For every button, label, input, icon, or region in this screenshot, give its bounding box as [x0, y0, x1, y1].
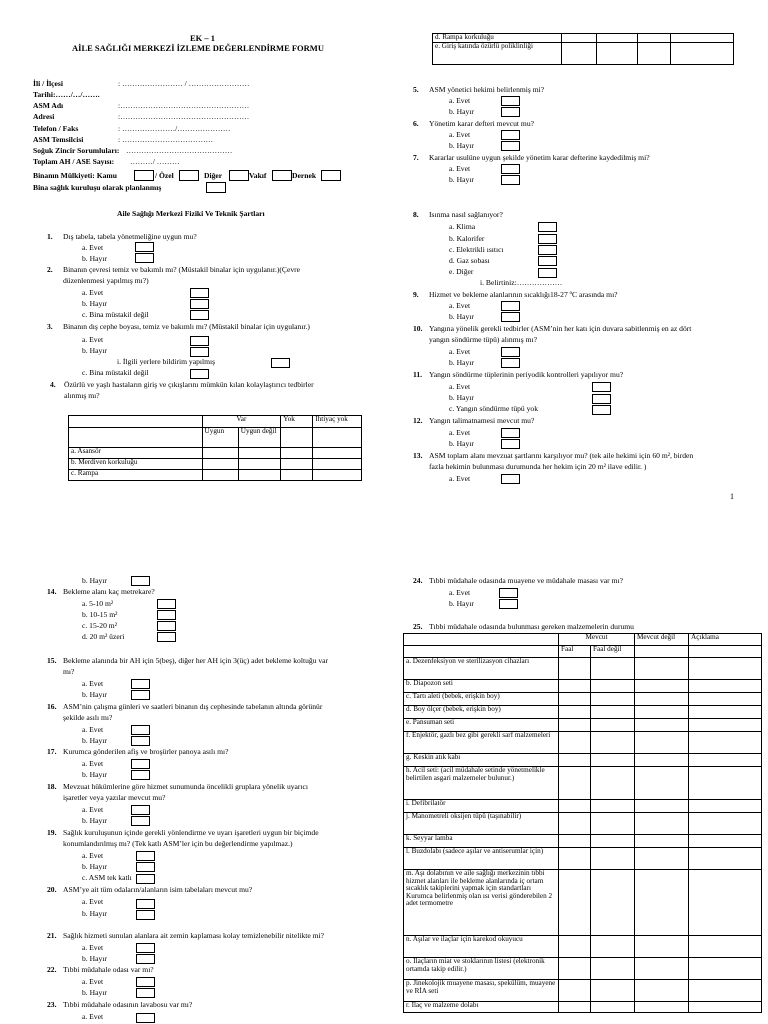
equipment-cell[interactable]	[689, 767, 762, 800]
q21-option-a: a. Evet	[82, 943, 104, 952]
q8-option-e-i[interactable]: i. Belirtiniz:………………	[480, 278, 563, 287]
q14-checkbox-a[interactable]	[157, 599, 176, 609]
question-20: 20. ASM’ye ait tüm odaların/alanların isim tabelaları mevcut mu?	[47, 885, 253, 894]
q1-option-a: a. Evet	[82, 243, 104, 252]
q10-checkbox-a[interactable]	[501, 347, 520, 357]
section-title: Aile Sağlığı Merkezi Fiziki Ve Teknik Şartları	[117, 209, 265, 218]
q2-checkbox-c[interactable]	[190, 310, 209, 320]
q7-checkbox-b[interactable]	[501, 175, 520, 185]
equipment-cell[interactable]	[635, 980, 689, 1002]
ownership-vakif-label: Vakıf	[249, 171, 267, 180]
equipment-cell[interactable]	[591, 958, 635, 980]
equipment-cell[interactable]	[689, 680, 762, 693]
table-row	[404, 848, 762, 870]
question-13-cont: fazla hekimin bulunması durumunda her hekim için 20 m² ilave edilir. )	[429, 462, 647, 471]
q3-checkbox-c[interactable]	[190, 369, 209, 379]
q20-option-b: b. Hayır	[82, 909, 107, 918]
col-mevcut: Mevcut	[559, 634, 635, 646]
table-row	[404, 800, 762, 813]
equipment-cell[interactable]	[689, 1002, 762, 1013]
field-label-asm-adi: ASM Adı	[33, 101, 64, 110]
equipment-cell[interactable]	[635, 693, 689, 706]
q20-checkbox-b[interactable]	[136, 910, 155, 920]
equipment-cell[interactable]	[591, 980, 635, 1002]
equipment-cell[interactable]	[559, 767, 591, 800]
equipment-cell[interactable]	[559, 800, 591, 813]
q2-option-c: c. Bina müstakil değil	[82, 310, 149, 319]
field-value-il[interactable]: : …………………… / ……………………	[118, 79, 250, 88]
q23-checkbox-a[interactable]	[136, 1013, 155, 1023]
field-value-telefon[interactable]: : …………………/…………………	[118, 124, 231, 133]
q5-option-b: b. Hayır	[449, 107, 474, 116]
q12-option-b: b. Hayır	[449, 439, 474, 448]
table-row	[404, 870, 762, 936]
question-16-cont: şekilde asılı mı?	[63, 713, 113, 722]
q9-option-a: a. Evet	[449, 301, 471, 310]
equipment-cell[interactable]	[591, 848, 635, 870]
question-22: 22. Tıbbi müdahale odası var mı?	[47, 965, 154, 974]
equipment-cell[interactable]	[559, 835, 591, 848]
field-value-asm-adi[interactable]: :……………………………………………	[118, 101, 250, 110]
q8-option-c: c. Elektrikli ısıtıcı	[449, 245, 504, 254]
table-row: e. Giriş katında özürlü poliklinliği	[433, 43, 734, 65]
equipment-cell[interactable]	[635, 680, 689, 693]
equipment-cell[interactable]	[559, 732, 591, 754]
equipment-cell[interactable]	[591, 754, 635, 767]
equipment-table-body	[403, 657, 762, 1013]
q6-checkbox-a[interactable]	[501, 130, 520, 140]
q1-option-b: b. Hayır	[82, 254, 107, 263]
q9-option-b: b. Hayır	[449, 312, 474, 321]
question-3: 3. Binanın dış cephe boyası, temiz ve bakımlı mı? (Müstakil binalar için uygulanır.)	[47, 322, 310, 331]
access-table	[68, 415, 362, 481]
q6-checkbox-b[interactable]	[501, 141, 520, 151]
q8-checkbox-e[interactable]	[538, 268, 557, 278]
equipment-cell[interactable]	[689, 719, 762, 732]
question-24: 24. Tıbbi müdahale odasında muayene ve müdahale masası var mı?	[413, 576, 623, 585]
equipment-label: f. Enjektör, gazlı bez gibi gerekli sarf malzemeleri	[404, 732, 559, 754]
q20-checkbox-a[interactable]	[136, 899, 155, 909]
q17-option-a: a. Evet	[82, 759, 104, 768]
equipment-label: n. Aşılar ve ilaçlar için karekod okuyucu	[404, 936, 559, 958]
table-row	[404, 835, 762, 848]
annex-label: EK – 1	[190, 33, 216, 43]
question-21: 21. Sağlık hizmeti sunulan alanlara ait zemin kaplaması kolay temizlenebilir nitelikte mi?	[47, 931, 325, 940]
equipment-cell[interactable]	[591, 719, 635, 732]
equipment-label: k. Seyyar lamba	[404, 835, 559, 848]
equipment-cell[interactable]	[635, 732, 689, 754]
col-faal: Faal	[559, 646, 591, 658]
question-10-cont: yangın söndürme tüpü) alınmış mı?	[429, 335, 537, 344]
equipment-table	[403, 633, 762, 658]
q19-option-b: b. Hayır	[82, 862, 107, 871]
q16-checkbox-b[interactable]	[131, 736, 150, 746]
ownership-vakif-checkbox[interactable]	[272, 170, 292, 181]
equipment-label: r. İlaç ve malzeme dolabı	[404, 1002, 559, 1013]
q16-checkbox-a[interactable]	[131, 725, 150, 735]
q12-option-a: a. Evet	[449, 428, 471, 437]
field-value-temsilci[interactable]: : ………………………………	[118, 135, 214, 144]
field-value-soguk-zincir[interactable]: ……………………………………	[126, 146, 233, 155]
q18-checkbox-b[interactable]	[131, 816, 150, 826]
equipment-label: i. Defibrilatör	[404, 800, 559, 813]
field-label-soguk-zincir: Soğuk Zincir Sorumluları:	[33, 146, 120, 155]
table-row	[404, 754, 762, 767]
equipment-cell[interactable]	[635, 813, 689, 835]
q16-option-a: a. Evet	[82, 725, 104, 734]
question-17: 17. Kurumca gönderilen afiş ve broşürler panoya asılı mı?	[47, 747, 229, 756]
equipment-cell[interactable]	[689, 754, 762, 767]
q19-checkbox-b[interactable]	[136, 862, 155, 872]
q22-checkbox-a[interactable]	[136, 977, 155, 987]
q19-option-a: a. Evet	[82, 851, 104, 860]
equipment-cell[interactable]	[689, 658, 762, 680]
table-row	[404, 936, 762, 958]
q8-checkbox-a[interactable]	[538, 222, 557, 232]
question-8: 8. Isınma nasıl sağlanıyor?	[413, 210, 503, 219]
table-row	[404, 767, 762, 800]
field-value-toplam-ah[interactable]: ………/ ………	[130, 157, 180, 166]
equipment-cell[interactable]	[591, 680, 635, 693]
q13-checkbox-b[interactable]	[131, 576, 150, 586]
q11-option-a: a. Evet	[449, 382, 471, 391]
question-7: 7. Kararlar usulüne uygun şekilde yönetim karar defterine kaydedilmiş mi?	[413, 153, 650, 162]
question-19: 19. Sağlık kuruluşunun içinde gerekli yönlendirme ve uyarı işaretleri uygun bir biçimde	[47, 828, 319, 837]
page-number: 1	[730, 492, 734, 501]
col-aciklama: Açıklama	[689, 634, 762, 646]
equipment-cell[interactable]	[559, 958, 591, 980]
q13-option-a: a. Evet	[449, 474, 471, 483]
q21-option-b: b. Hayır	[82, 954, 107, 963]
question-18-cont: işaretler veya yazılar mevcut mu?	[63, 793, 166, 802]
table-row: c. Rampa	[69, 470, 362, 481]
question-13: 13. ASM toplam alanı mevzuat şartlarını karşılıyor mu? (tek aile hekimi için 60 m², birden	[413, 451, 694, 460]
col-faal-degil: Faal değil	[591, 646, 635, 658]
equipment-cell[interactable]	[635, 706, 689, 719]
equipment-cell[interactable]	[689, 800, 762, 813]
q15-checkbox-a[interactable]	[131, 679, 150, 689]
q12-checkbox-a[interactable]	[501, 428, 520, 438]
question-12: 12. Yangın talimatnamesi mevcut mu?	[413, 416, 535, 425]
q14-checkbox-d[interactable]	[157, 632, 176, 642]
equipment-cell[interactable]	[635, 800, 689, 813]
question-15-cont: mı?	[63, 667, 75, 676]
equipment-label: m. Aşı dolabının ve aile sağlığı merkezinin tıbbi hizmet alanları ile bekleme alanlarında iç ortam sıcaklık takiplerini yapmak için standartları Kurumca belirlenmiş olan ısı verisi gönderebilen 2 adet termometre	[404, 870, 559, 936]
table-row	[404, 680, 762, 693]
equipment-cell[interactable]	[559, 658, 591, 680]
q19-checkbox-a[interactable]	[136, 851, 155, 861]
q11-checkbox-a[interactable]	[592, 382, 611, 392]
q15-option-a: a. Evet	[82, 679, 104, 688]
field-label-il: İli / İlçesi	[33, 79, 63, 88]
ownership-ozel-label: / Özel	[155, 171, 174, 180]
equipment-label: o. İlaçların miat ve stoklarının listesi (elektronik ortamda takip edilir.)	[404, 958, 559, 980]
q6-option-a: a. Evet	[449, 130, 471, 139]
equipment-cell[interactable]	[559, 706, 591, 719]
q24-checkbox-a[interactable]	[499, 588, 518, 598]
q2-option-a: a. Evet	[82, 288, 104, 297]
q17-checkbox-b[interactable]	[131, 770, 150, 780]
equipment-cell[interactable]	[689, 813, 762, 835]
col-yok: Yok	[281, 416, 313, 428]
q3-checkbox-b[interactable]	[190, 347, 209, 357]
question-4-cont: alınmış mı?	[64, 391, 100, 400]
q15-checkbox-b[interactable]	[131, 690, 150, 700]
q19-option-c: c. ASM tek katlı	[82, 873, 132, 882]
ownership-diger-checkbox[interactable]	[229, 170, 249, 181]
q11-checkbox-c[interactable]	[592, 405, 611, 415]
q16-option-b: b. Hayır	[82, 736, 107, 745]
q24-checkbox-b[interactable]	[499, 599, 518, 609]
question-5: 5. ASM yönetici hekimi belirlenmiş mi?	[413, 85, 545, 94]
ownership-ozel-checkbox[interactable]	[179, 170, 199, 181]
q11-checkbox-b[interactable]	[592, 394, 611, 404]
q5-checkbox-b[interactable]	[501, 107, 520, 117]
table-row	[404, 693, 762, 706]
equipment-cell[interactable]	[591, 800, 635, 813]
equipment-cell[interactable]	[635, 936, 689, 958]
equipment-cell[interactable]	[559, 680, 591, 693]
equipment-cell[interactable]	[689, 980, 762, 1002]
planned-label: Bina sağlık kuruluşu olarak planlanmış	[33, 183, 162, 192]
question-2-cont: düzenlenmesi yapılmış mı?)	[63, 276, 149, 285]
equipment-cell[interactable]	[591, 813, 635, 835]
q8-option-d: d. Gaz sobası	[449, 256, 490, 265]
equipment-cell[interactable]	[591, 732, 635, 754]
q21-checkbox-a[interactable]	[136, 943, 155, 953]
equipment-cell[interactable]	[689, 936, 762, 958]
q24-option-b: b. Hayır	[449, 599, 474, 608]
q13-checkbox-a[interactable]	[501, 474, 520, 484]
field-label-toplam-ah: Toplam AH / ASE Sayısı:	[33, 157, 115, 166]
q3-option-a: a. Evet	[82, 335, 104, 344]
q17-option-b: b. Hayır	[82, 770, 107, 779]
q8-option-e: e. Diğer	[449, 267, 474, 276]
equipment-cell[interactable]	[591, 936, 635, 958]
q8-checkbox-c[interactable]	[538, 245, 557, 255]
equipment-cell[interactable]	[635, 1002, 689, 1013]
equipment-label: b. Diapozon seti	[404, 680, 559, 693]
question-18: 18. Mevzuat hükümlerine göre hizmet sunumunda öncelikli gruplara yönelik uyarıcı	[47, 782, 309, 791]
q18-checkbox-a[interactable]	[131, 805, 150, 815]
equipment-cell[interactable]	[559, 936, 591, 958]
table-row	[404, 658, 762, 680]
equipment-cell[interactable]	[591, 658, 635, 680]
table-row: b. Merdiven korkuluğu	[69, 459, 362, 470]
equipment-cell[interactable]	[635, 658, 689, 680]
equipment-cell[interactable]	[559, 813, 591, 835]
q14-option-a: a. 5-10 m²	[82, 599, 114, 608]
q18-option-a: a. Evet	[82, 805, 104, 814]
col-uygun: Uygun	[202, 428, 238, 448]
q10-option-b: b. Hayır	[449, 358, 474, 367]
field-label-tarih[interactable]: Tarihi:……/…/…….	[33, 90, 100, 99]
q10-checkbox-b[interactable]	[501, 358, 520, 368]
q22-option-a: a. Evet	[82, 977, 104, 986]
field-label-adres: Adresi	[33, 112, 55, 121]
q8-checkbox-d[interactable]	[538, 256, 557, 266]
equipment-cell[interactable]	[591, 870, 635, 936]
q17-checkbox-a[interactable]	[131, 759, 150, 769]
q3-option-c: c. Bina müstakil değil	[82, 368, 149, 377]
ownership-diger-label: Diğer	[204, 171, 223, 180]
equipment-label: d. Boy ölçer (bebek, erişkin boy)	[404, 706, 559, 719]
equipment-cell[interactable]	[689, 693, 762, 706]
q11-option-c: c. Yangın söndürme tüpü yok	[449, 404, 539, 413]
access-table-continued	[432, 33, 734, 65]
equipment-cell[interactable]	[635, 767, 689, 800]
table-row	[404, 732, 762, 754]
col-mevcut-degil: Mevcut değil	[635, 634, 689, 646]
q8-option-a: a. Klima	[449, 222, 476, 231]
q21-checkbox-b[interactable]	[136, 954, 155, 964]
field-value-adres[interactable]: :……………………………………………	[118, 112, 250, 121]
question-16: 16. ASM’nin çalışma günleri ve saatleri binanın dış cephesinde tabelanın altında görünür	[47, 702, 323, 711]
q15-option-b: b. Hayır	[82, 690, 107, 699]
q5-option-a: a. Evet	[449, 96, 471, 105]
equipment-cell[interactable]	[689, 732, 762, 754]
q20-option-a: a. Evet	[82, 897, 104, 906]
q22-checkbox-b[interactable]	[136, 988, 155, 998]
equipment-cell[interactable]	[635, 870, 689, 936]
q9-checkbox-a[interactable]	[501, 301, 520, 311]
equipment-cell[interactable]	[591, 1002, 635, 1013]
equipment-cell[interactable]	[635, 848, 689, 870]
equipment-cell[interactable]	[635, 719, 689, 732]
question-6: 6. Yönetim karar defteri mevcut mu?	[413, 119, 535, 128]
form-title: AİLE SAĞLIĞI MERKEZİ İZLEME DEĞERLENDİRME FORMU	[72, 43, 324, 53]
field-label-temsilci: ASM Temsilcisi	[33, 135, 84, 144]
q23-option-a: a. Evet	[82, 1012, 104, 1021]
q2-option-b: b. Hayır	[82, 299, 107, 308]
q3-option-b: b. Hayır	[82, 346, 107, 355]
equipment-cell[interactable]	[635, 835, 689, 848]
equipment-cell[interactable]	[635, 958, 689, 980]
ownership-kamu-checkbox[interactable]	[134, 170, 154, 181]
q2-checkbox-a[interactable]	[190, 288, 209, 298]
question-2: 2. Binanın çevresi temiz ve bakımlı mı? (Müstakil binalar için uygulanır.)(Çevre	[47, 265, 301, 274]
q5-checkbox-a[interactable]	[501, 96, 520, 106]
q3-checkbox-b-i[interactable]	[271, 358, 290, 368]
equipment-cell[interactable]	[559, 848, 591, 870]
equipment-cell[interactable]	[559, 870, 591, 936]
equipment-label: g. Keskin atık kabı	[404, 754, 559, 767]
equipment-cell[interactable]	[689, 870, 762, 936]
table-row: a. Asansör	[69, 448, 362, 459]
question-25: 25. Tıbbi müdahale odasında bulunması gereken malzemelerin durumu	[413, 622, 634, 631]
equipment-cell[interactable]	[559, 1002, 591, 1013]
ownership-dernek-label: Dernek	[292, 171, 317, 180]
equipment-label: l. Buzdolabı (sadece aşılar ve antiserumlar için)	[404, 848, 559, 870]
q14-option-c: c. 15-20 m²	[82, 621, 117, 630]
question-11: 11. Yangın söndürme tüplerinin periyodik kontrolleri yapılıyor mu?	[413, 370, 624, 379]
q10-option-a: a. Evet	[449, 347, 471, 356]
q1-checkbox-b[interactable]	[135, 253, 154, 263]
col-uygun-degil: Uygun değil	[238, 428, 280, 448]
question-1: 1. Dış tabela, tabela yönetmeliğine uygun mu?	[47, 232, 197, 241]
q14-checkbox-b[interactable]	[157, 610, 176, 620]
ownership-label: Binanın Mülkiyeti: Kamu	[33, 171, 117, 180]
table-row	[404, 706, 762, 719]
question-9: 9. Hizmet ve bekleme alanlarının sıcaklığı18-27 ºC arasında mı?	[413, 290, 618, 299]
equipment-cell[interactable]	[591, 835, 635, 848]
question-15: 15. Bekleme alanında bir AH için 5(beş), diğer her AH için 3(üç) adet bekleme koltuğu var	[47, 656, 329, 665]
q24-option-a: a. Evet	[449, 588, 471, 597]
table-row	[404, 980, 762, 1002]
q3-checkbox-a[interactable]	[190, 336, 209, 346]
equipment-cell[interactable]	[591, 693, 635, 706]
equipment-label: a. Dezenfeksiyon ve sterilizasyon cihazları	[404, 658, 559, 680]
planned-checkbox[interactable]	[206, 182, 226, 193]
equipment-cell[interactable]	[689, 835, 762, 848]
question-23: 23. Tıbbi müdahale odasının lavabosu var mı?	[47, 1000, 193, 1009]
equipment-label: p. Jinekolojik muayene masası, spekülüm, muayene ve RİA seti	[404, 980, 559, 1002]
equipment-cell[interactable]	[559, 980, 591, 1002]
q7-option-b: b. Hayır	[449, 175, 474, 184]
equipment-cell[interactable]	[689, 706, 762, 719]
table-row	[404, 958, 762, 980]
equipment-cell[interactable]	[559, 693, 591, 706]
q8-checkbox-b[interactable]	[538, 234, 557, 244]
table-row: d. Rampa korkuluğu	[433, 34, 734, 43]
q3-option-b-i: i. İlgili yerlere bildirim yapılmış	[117, 357, 216, 366]
col-ihtiyac-yok: İhtiyaç yok	[313, 416, 362, 428]
table-row	[404, 719, 762, 732]
col-var: Var	[202, 416, 281, 428]
question-10: 10. Yangına yönelik gerekli tedbirler (ASM’nin her katı için duvara sabitlenmiş en az dört	[413, 324, 692, 333]
equipment-label: h. Acil seti: (acil müdahale setinde yönetmelikle belirtilen asgari malzemeler bulunur.)	[404, 767, 559, 800]
field-label-telefon: Telefon / Faks	[33, 124, 79, 133]
ownership-dernek-checkbox[interactable]	[321, 170, 341, 181]
q11-option-b: b. Hayır	[449, 393, 474, 402]
equipment-cell[interactable]	[559, 719, 591, 732]
q7-checkbox-a[interactable]	[501, 164, 520, 174]
equipment-label: c. Tartı aleti (bebek, erişkin boy)	[404, 693, 559, 706]
equipment-cell[interactable]	[591, 706, 635, 719]
q14-option-b: b. 10-15 m²	[82, 610, 118, 619]
q13-option-b: b. Hayır	[82, 576, 107, 585]
q22-option-b: b. Hayır	[82, 988, 107, 997]
q7-option-a: a. Evet	[449, 164, 471, 173]
equipment-cell[interactable]	[689, 848, 762, 870]
q14-option-d: d. 20 m² üzeri	[82, 632, 125, 641]
q6-option-b: b. Hayır	[449, 141, 474, 150]
equipment-cell[interactable]	[689, 958, 762, 980]
q12-checkbox-b[interactable]	[501, 439, 520, 449]
question-4: 4. Özürlü ve yaşlı hastaların giriş ve çıkışlarını mümkün kılan kolaylaştırıcı tedbirler	[50, 380, 314, 389]
q1-checkbox-a[interactable]	[135, 242, 154, 252]
q19-checkbox-c[interactable]	[136, 874, 155, 884]
equipment-cell[interactable]	[559, 754, 591, 767]
equipment-cell[interactable]	[591, 767, 635, 800]
question-14: 14. Bekleme alanı kaç metrekare?	[47, 587, 155, 596]
q14-checkbox-c[interactable]	[157, 621, 176, 631]
table-row	[404, 813, 762, 835]
question-19-cont: konumlandırılmış mı? (Tek katlı ASM’ler için bu değerlendirme yapılmaz.)	[63, 839, 293, 848]
q18-option-b: b. Hayır	[82, 816, 107, 825]
q2-checkbox-b[interactable]	[190, 299, 209, 309]
q9-checkbox-b[interactable]	[501, 312, 520, 322]
table-row	[404, 1002, 762, 1013]
q8-option-b: b. Kalorifer	[449, 234, 485, 243]
equipment-label: j. Manometreli oksijen tüpü (taşınabilir)	[404, 813, 559, 835]
equipment-label: e. Pansuman seti	[404, 719, 559, 732]
equipment-cell[interactable]	[635, 754, 689, 767]
